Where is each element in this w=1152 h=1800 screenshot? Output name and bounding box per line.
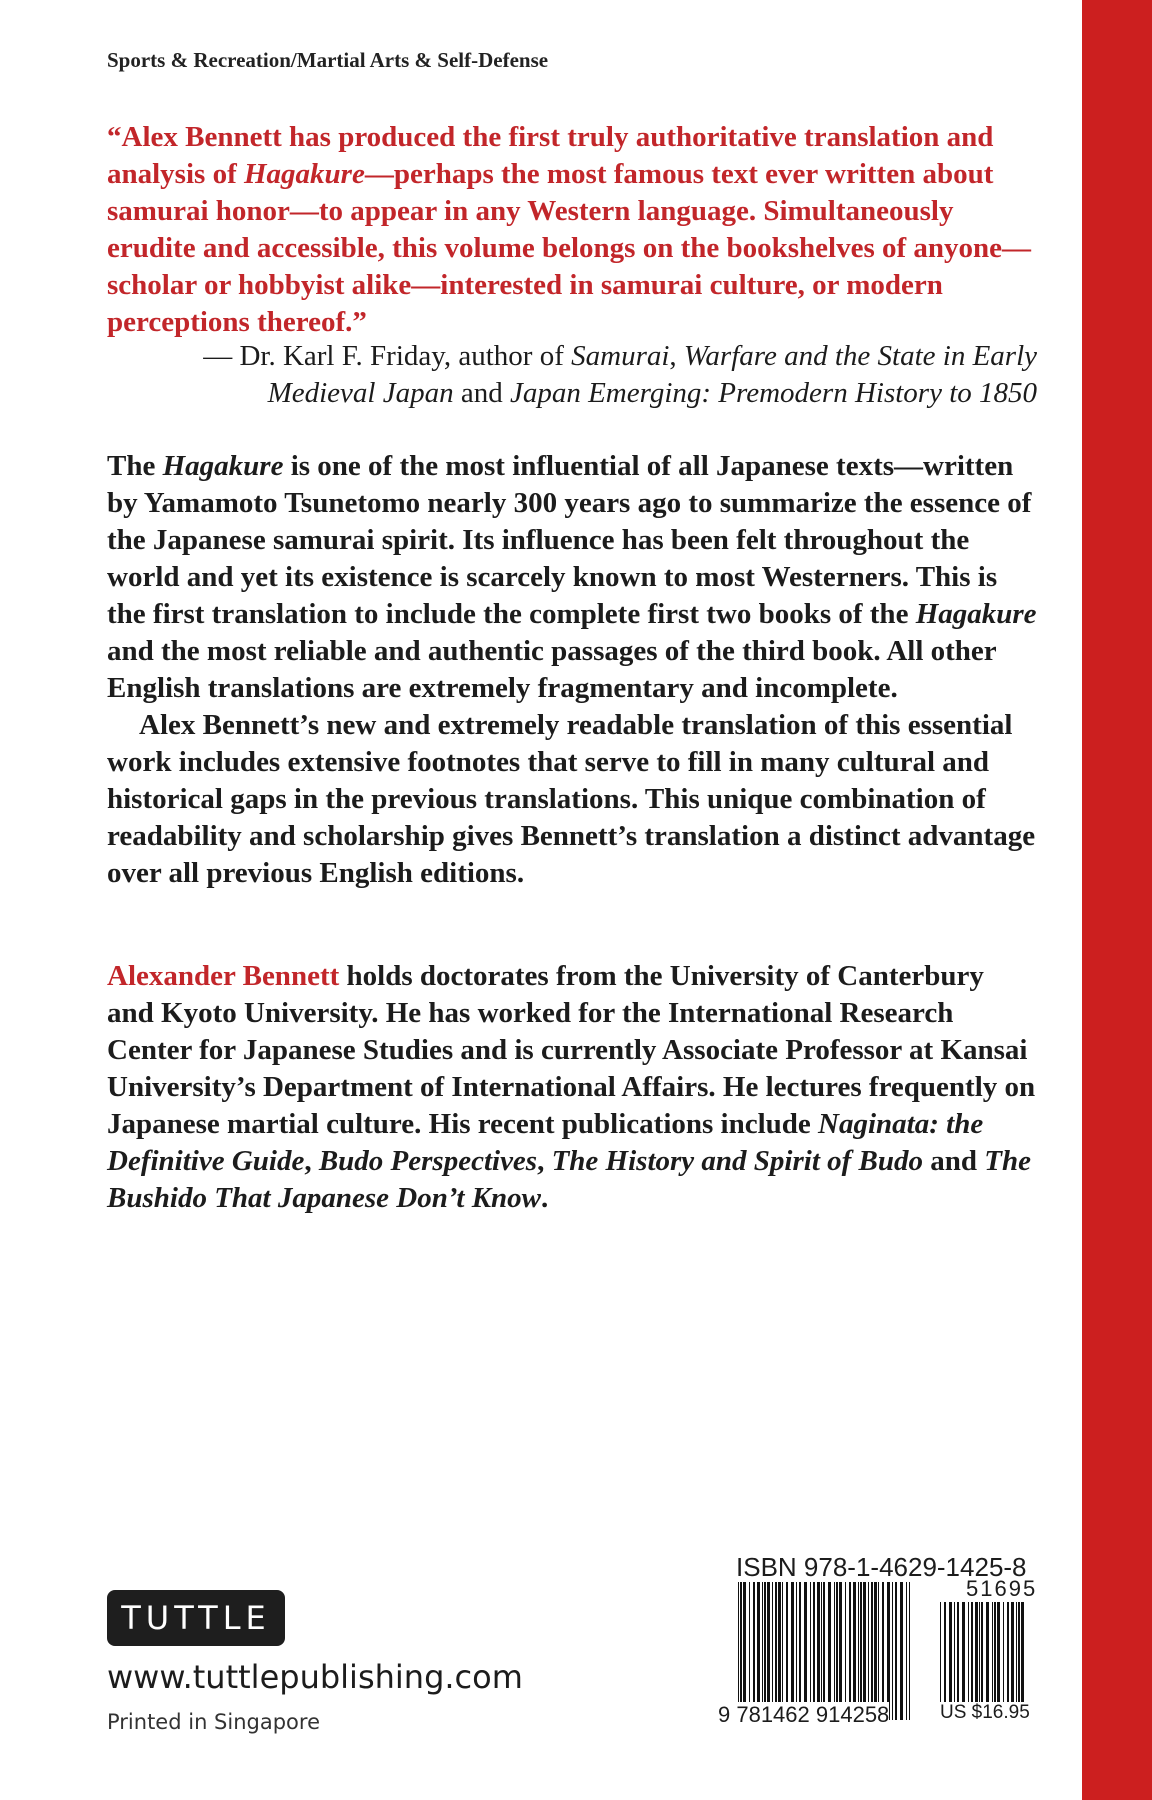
bio-separator-1: , <box>304 1145 319 1177</box>
barcode-bar <box>874 1582 877 1720</box>
barcode-bar <box>791 1582 794 1720</box>
barcode-bar <box>782 1582 783 1720</box>
barcode-bar <box>757 1582 760 1720</box>
barcode-bar <box>799 1582 801 1720</box>
barcode-bar <box>895 1582 897 1720</box>
description-text-a: The <box>107 450 163 482</box>
barcode-bar <box>823 1582 825 1720</box>
isbn-barcode <box>736 1582 912 1720</box>
publisher-website: www.tuttlepublishing.com <box>107 1658 523 1696</box>
barcode-bar <box>828 1582 831 1720</box>
barcode-bar <box>743 1582 746 1720</box>
barcode-bar <box>810 1582 811 1720</box>
barcode-bar <box>738 1582 739 1720</box>
author-name: Alexander Bennett <box>107 960 340 992</box>
barcode-bar <box>813 1582 815 1720</box>
barcode-bar <box>753 1582 755 1720</box>
barcode-bar <box>836 1582 838 1720</box>
barcode-bar <box>860 1582 862 1720</box>
review-quote <box>107 119 1037 341</box>
attribution-book-3: Japan Emerging: Premodern History to 1850 <box>509 377 1037 409</box>
barcode-bar <box>817 1582 820 1720</box>
description-text-b: is one of the most influential of all Japanese texts—written by Yamamoto Tsunetomo nearly 300 years ago to summarize the essence of the Japanese samurai spirit. Its influence has been felt throughout the world and yet its existence is scarcely known to most Westerners. This is the first translation to include the complete first two books of the <box>107 450 1032 630</box>
attribution-separator-2: and <box>453 377 510 409</box>
barcode-bar <box>853 1582 856 1720</box>
barcode-bar <box>892 1582 893 1720</box>
description-title-1: Hagakure <box>162 450 284 482</box>
attribution-separator-1: , <box>669 340 684 372</box>
quote-text-1: “Alex Bennett has produced the first truly authoritative translation and analysis of <box>107 121 994 190</box>
barcode-bar <box>887 1582 890 1720</box>
attribution-line-2 <box>107 375 1037 412</box>
description-title-2: Hagakure <box>915 598 1037 630</box>
barcode-bar <box>786 1582 788 1720</box>
bio-separator-2: , <box>537 1145 552 1177</box>
author-bio <box>107 958 1037 1217</box>
bio-separator-3: and <box>923 1145 985 1177</box>
ean-digits: 9 781462 914258 <box>718 1702 890 1727</box>
barcode-bar <box>796 1582 797 1720</box>
barcode-bar <box>868 1582 869 1720</box>
barcode-bar <box>762 1582 763 1720</box>
barcode-bar <box>821 1582 822 1720</box>
barcode-bar <box>839 1582 842 1720</box>
barcode-bar <box>871 1582 873 1720</box>
barcode-bar <box>764 1582 766 1720</box>
barcode-bar <box>767 1582 770 1720</box>
price-label: US $16.95 <box>940 1702 1030 1723</box>
price-addon-digits: 51695 <box>966 1576 1038 1601</box>
barcode-bar <box>775 1582 777 1720</box>
printed-in-label: Printed in Singapore <box>107 1710 320 1734</box>
barcode-bar <box>900 1582 903 1720</box>
publication-2: Budo Perspectives <box>318 1145 538 1177</box>
attribution-book-2: Warfare and the State in Early <box>683 340 1037 372</box>
publication-4: The Bushido That Japanese Don’t Know <box>107 1145 1031 1214</box>
barcode-bar <box>772 1582 773 1720</box>
quote-book-title: Hagakure <box>243 158 365 190</box>
barcode-bar <box>778 1582 781 1720</box>
description-text-c: and the most reliable and authentic passages of the third book. All other English translations are extremely fragmentary and incomplete. <box>107 635 997 704</box>
quote-attribution <box>107 338 1037 412</box>
publication-3: The History and Spirit of Budo <box>551 1145 924 1177</box>
barcode-bar <box>845 1582 846 1720</box>
barcode-bar <box>834 1582 835 1720</box>
attribution-prefix: — Dr. Karl F. Friday, author of <box>203 340 572 372</box>
barcode-bar <box>849 1582 851 1720</box>
barcode-bar <box>804 1582 807 1720</box>
barcode-bar <box>906 1582 907 1720</box>
bio-end: . <box>541 1182 549 1214</box>
isbn-label: ISBN 978-1-4629-1425-8 <box>736 1552 1027 1582</box>
publication-1: Naginata: the Definitive Guide <box>107 1108 984 1177</box>
attribution-book-1: Samurai <box>571 340 670 372</box>
attribution-book-2-cont: Medieval Japan <box>267 377 454 409</box>
barcode-bar <box>878 1582 879 1720</box>
quote-text-2: —perhaps the most famous text ever written about samurai honor—to appear in any Western language. Simultaneously erudite and accessible, this volume belongs on the bookshelves of anyone—scholar or hobbyist alike—interested in samurai culture, or modern perceptions thereof.” <box>107 158 1032 338</box>
bio-text: holds doctorates from the University of Canterbury and Kyoto University. He has worked for the International Research Center for Japanese Studies and is currently Associate Professor at Kansai University’s Department of International Affairs. He lectures frequently on Japanese martial culture. His recent publications include <box>107 960 1036 1140</box>
publisher-logo: TUTTLE <box>107 1590 285 1646</box>
barcode-bar <box>882 1582 884 1720</box>
description-paragraph-1 <box>107 448 1037 707</box>
barcode-bar <box>749 1582 750 1720</box>
barcode-bar <box>863 1582 866 1720</box>
barcode-bar <box>909 1582 910 1720</box>
category-label: Sports & Recreation/Martial Arts & Self-Defense <box>107 48 549 72</box>
spine-color-band <box>1082 0 1152 1800</box>
attribution-line-1 <box>107 338 1037 375</box>
book-description <box>107 448 1037 892</box>
barcode-bar <box>858 1582 859 1720</box>
description-paragraph-2: Alex Bennett’s new and extremely readable translation of this essential work includes extensive footnotes that serve to fill in many cultural and historical gaps in the previous translations. This unique combination of readability and scholarship gives Bennett’s translation a distinct advantage over all previous English editions. <box>107 709 1036 889</box>
barcode-bar <box>740 1582 742 1720</box>
